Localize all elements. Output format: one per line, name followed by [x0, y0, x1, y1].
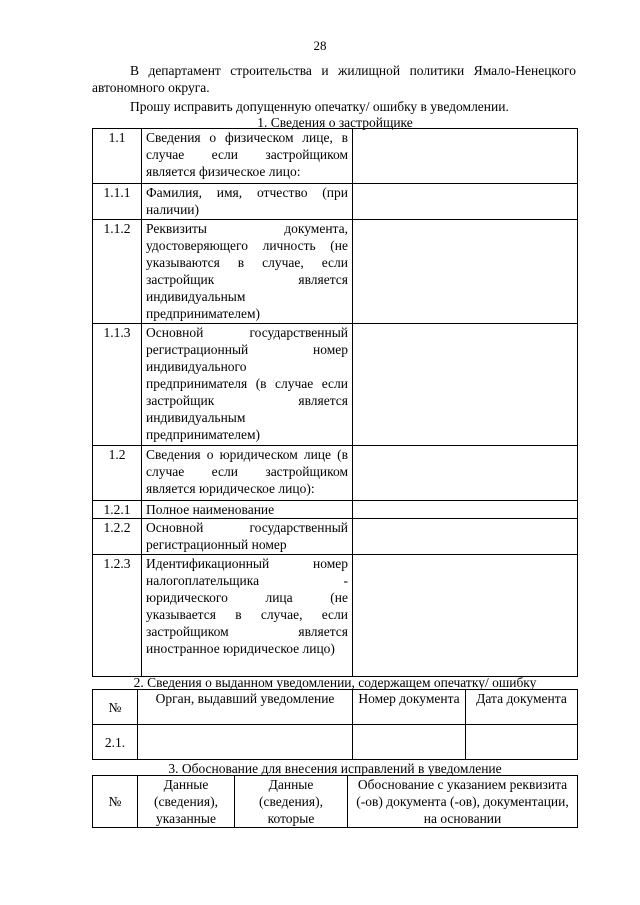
justification-table	[92, 775, 578, 828]
row-label: Сведения о физическом лице, в случае если застройщиком является физическое лицо:	[142, 129, 353, 184]
value-cell[interactable]	[353, 446, 578, 501]
notice-info-table	[92, 689, 578, 760]
organ-cell[interactable]	[138, 725, 353, 760]
column-header: №	[93, 776, 138, 828]
table-row	[93, 324, 578, 446]
addressee-paragraph: В департамент строительства и жилищной политики Ямало-Ненецкого автономного округа.	[92, 63, 576, 95]
row-label: Идентификационный номер налогоплательщика - юридического лица (не указывается в случае, если застройщиком является иностранное юридическое лицо)	[142, 555, 353, 677]
column-header: Орган, выдавший уведомление	[138, 690, 353, 725]
row-label: Основной государственный регистрационный номер	[142, 519, 353, 555]
column-header: Данные (сведения), указанные	[138, 776, 235, 828]
table-row	[93, 220, 578, 324]
column-header: Номер документа	[353, 690, 466, 725]
row-number: 1.1.1	[93, 184, 142, 220]
column-header: Дата документа	[466, 690, 578, 725]
row-number: 1.2.3	[93, 555, 142, 677]
value-cell[interactable]	[353, 129, 578, 184]
row-number: 2.1.	[93, 725, 138, 760]
value-cell[interactable]	[353, 324, 578, 446]
row-number: 1.1.3	[93, 324, 142, 446]
value-cell[interactable]	[353, 220, 578, 324]
value-cell[interactable]	[353, 501, 578, 519]
row-label: Фамилия, имя, отчество (при наличии)	[142, 184, 353, 220]
request-paragraph: Прошу исправить допущенную опечатку/ ошибку в уведомлении.	[130, 99, 509, 114]
row-label: Полное наименование	[142, 501, 353, 519]
table-row	[93, 184, 578, 220]
page-number: 28	[313, 38, 327, 53]
table-row	[93, 501, 578, 519]
column-header: Обоснование с указанием реквизита (-ов) документа (-ов), документации, на основании	[348, 776, 578, 828]
section1-title: 1. Сведения о застройщике	[257, 115, 413, 130]
header-row	[93, 776, 578, 828]
date-cell[interactable]	[466, 725, 578, 760]
row-number: 1.1	[93, 129, 142, 184]
table-row	[93, 519, 578, 555]
value-cell[interactable]	[353, 184, 578, 220]
table-row	[93, 446, 578, 501]
developer-info-table	[92, 128, 578, 677]
row-label: Реквизиты документа, удостоверяющего личность (не указываются в случае, если застройщик является индивидуальным предпринимателем)	[142, 220, 353, 324]
row-number: 1.2.1	[93, 501, 142, 519]
row-number: 1.2	[93, 446, 142, 501]
section3-title: 3. Обоснование для внесения исправлений в уведомление	[168, 761, 502, 776]
table-row	[93, 555, 578, 677]
column-header: Данные (сведения), которые	[235, 776, 348, 828]
row-number: 1.2.2	[93, 519, 142, 555]
section2-title: 2. Сведения о выданном уведомлении, содержащем опечатку/ ошибку	[133, 675, 537, 690]
row-label: Основной государственный регистрационный номер индивидуального предпринимателя (в случае если застройщик является индивидуальным предпринимателем)	[142, 324, 353, 446]
value-cell[interactable]	[353, 519, 578, 555]
row-number: 1.1.2	[93, 220, 142, 324]
row-label: Сведения о юридическом лице (в случае если застройщиком является юридическое лицо):	[142, 446, 353, 501]
header-row	[93, 690, 578, 725]
number-cell[interactable]	[353, 725, 466, 760]
value-cell[interactable]	[353, 555, 578, 677]
column-header: №	[93, 690, 138, 725]
table-row	[93, 129, 578, 184]
table-row	[93, 725, 578, 760]
